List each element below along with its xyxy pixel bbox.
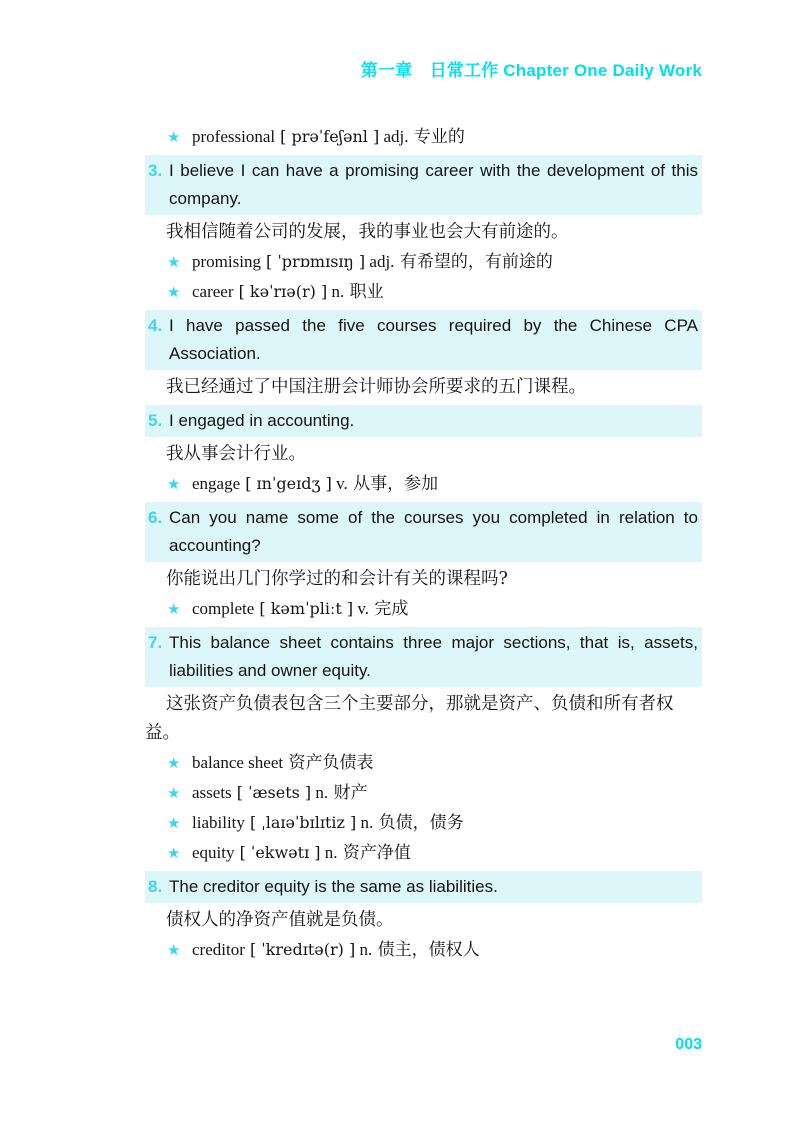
sentence-text: I have passed the five courses required by the Chinese CPA Association.: [169, 316, 698, 363]
vocab-word: complete: [192, 599, 255, 618]
sentence-text: I believe I can have a promising career with the development of this company.: [169, 161, 698, 208]
vocab-word: balance sheet: [192, 753, 284, 772]
sentence-item: [145, 627, 702, 687]
sentence-text: This balance sheet contains three major sections, that is, assets, liabilities and owner equity.: [169, 633, 698, 680]
sentence-text: I engaged in accounting.: [169, 411, 355, 430]
vocab-phonetic: [ ˈprɒmɪsɪŋ ]: [260, 252, 366, 271]
vocab-text: [192, 935, 480, 965]
page-content: [145, 122, 702, 965]
vocab-pos: n.: [356, 813, 374, 832]
vocab-phonetic: [ kəmˈpliːt ]: [254, 599, 354, 618]
vocab-text: [192, 594, 408, 624]
vocab-phonetic: [ ɪnˈgeɪdʒ ]: [240, 474, 332, 493]
sentence-number: 3.: [148, 161, 163, 180]
vocab-item: [145, 808, 702, 838]
translation-text: 你能说出几门你学过的和会计有关的课程吗?: [166, 569, 508, 589]
vocab-word: engage: [192, 474, 241, 493]
star-icon: ★: [167, 601, 181, 618]
star-icon: ★: [167, 942, 181, 959]
vocab-word: professional: [192, 127, 276, 146]
vocab-meaning: 负债，债务: [373, 813, 464, 833]
vocab-meaning: 专业的: [408, 127, 465, 147]
vocab-phonetic: [ ˈekwətɪ ]: [234, 843, 321, 862]
vocab-word: equity: [192, 843, 235, 862]
vocab-item: [145, 748, 702, 778]
sentence-number: 7.: [148, 633, 163, 652]
vocab-text: [192, 469, 438, 499]
vocab-word: assets: [192, 783, 232, 802]
vocab-phonetic: [ ˈkredɪtə(r) ]: [244, 940, 356, 959]
sentence-number: 4.: [148, 316, 163, 335]
chapter-header: 第一章 日常工作 Chapter One Daily Work: [360, 61, 702, 80]
translation-text: 这张资产负债表包含三个主要部分，那就是资产、负债和所有者权益。: [145, 694, 674, 743]
vocab-text: [192, 277, 384, 307]
star-icon: ★: [167, 845, 181, 862]
sentence-number: 5.: [148, 411, 163, 430]
vocab-phonetic: [ prəˈfeʃənl ]: [275, 127, 380, 146]
sentence-item: [145, 310, 702, 370]
sentence-number: 8.: [148, 877, 163, 896]
sentence-item: [145, 405, 702, 437]
vocab-item: [145, 594, 702, 624]
vocab-word: career: [192, 282, 234, 301]
star-icon: ★: [167, 284, 181, 301]
vocab-pos: n.: [311, 783, 329, 802]
star-icon: ★: [167, 129, 181, 146]
vocab-pos: n.: [327, 282, 345, 301]
vocab-item: [145, 277, 702, 307]
vocab-pos: adj.: [379, 127, 409, 146]
translation-text: 我从事会计行业。: [166, 444, 306, 464]
vocab-item: [145, 778, 702, 808]
vocab-phonetic: [ kəˈrɪə(r) ]: [233, 282, 328, 301]
vocab-pos: n.: [320, 843, 338, 862]
vocab-meaning: 资产负债表: [283, 753, 374, 773]
page-number: 003: [675, 1036, 702, 1053]
star-icon: ★: [167, 785, 181, 802]
vocab-meaning: 从事，参加: [347, 474, 439, 494]
vocab-text: [192, 808, 464, 838]
vocab-text: [192, 748, 374, 778]
vocab-pos: v.: [353, 599, 369, 618]
vocab-word: promising: [192, 252, 261, 271]
vocab-text: [192, 778, 368, 808]
vocab-meaning: 资产净值: [337, 843, 411, 863]
vocab-pos: n.: [355, 940, 373, 959]
vocab-word: liability: [192, 813, 245, 832]
book-page: [145, 60, 702, 965]
vocab-pos: adj.: [365, 252, 395, 271]
vocab-item: [145, 838, 702, 868]
vocab-text: [192, 247, 553, 277]
translation-text: 我已经通过了中国注册会计师协会所要求的五门课程。: [166, 377, 586, 397]
vocab-phonetic: [ ˈæsets ]: [231, 783, 312, 802]
sentence-item: [145, 871, 702, 903]
sentence-number: 6.: [148, 508, 163, 527]
translation-text: 债权人的净资产值就是负债。: [166, 910, 394, 930]
vocab-item: [145, 935, 702, 965]
vocab-text: [192, 122, 465, 152]
vocab-text: [192, 838, 411, 868]
vocab-word: creditor: [192, 940, 245, 959]
translation-text: 我相信随着公司的发展，我的事业也会大有前途的。: [166, 222, 569, 242]
vocab-item: [145, 247, 702, 277]
sentence-item: [145, 155, 702, 215]
vocab-meaning: 职业: [344, 282, 384, 302]
star-icon: ★: [167, 815, 181, 832]
vocab-item: [145, 122, 702, 152]
sentence-text: Can you name some of the courses you completed in relation to accounting?: [169, 508, 698, 555]
star-icon: ★: [167, 755, 181, 772]
vocab-meaning: 财产: [328, 783, 368, 803]
sentence-item: [145, 502, 702, 562]
vocab-meaning: 有希望的，有前途的: [394, 252, 553, 272]
vocab-pos: v.: [331, 474, 348, 493]
vocab-item: [145, 469, 702, 499]
vocab-meaning: 债主，债权人: [372, 940, 480, 960]
vocab-phonetic: [ ˌlaɪəˈbɪlɪtiz ]: [244, 813, 357, 832]
vocab-meaning: 完成: [369, 599, 409, 619]
sentence-text: The creditor equity is the same as liabilities.: [169, 877, 498, 896]
star-icon: ★: [167, 476, 181, 493]
star-icon: ★: [167, 254, 181, 271]
